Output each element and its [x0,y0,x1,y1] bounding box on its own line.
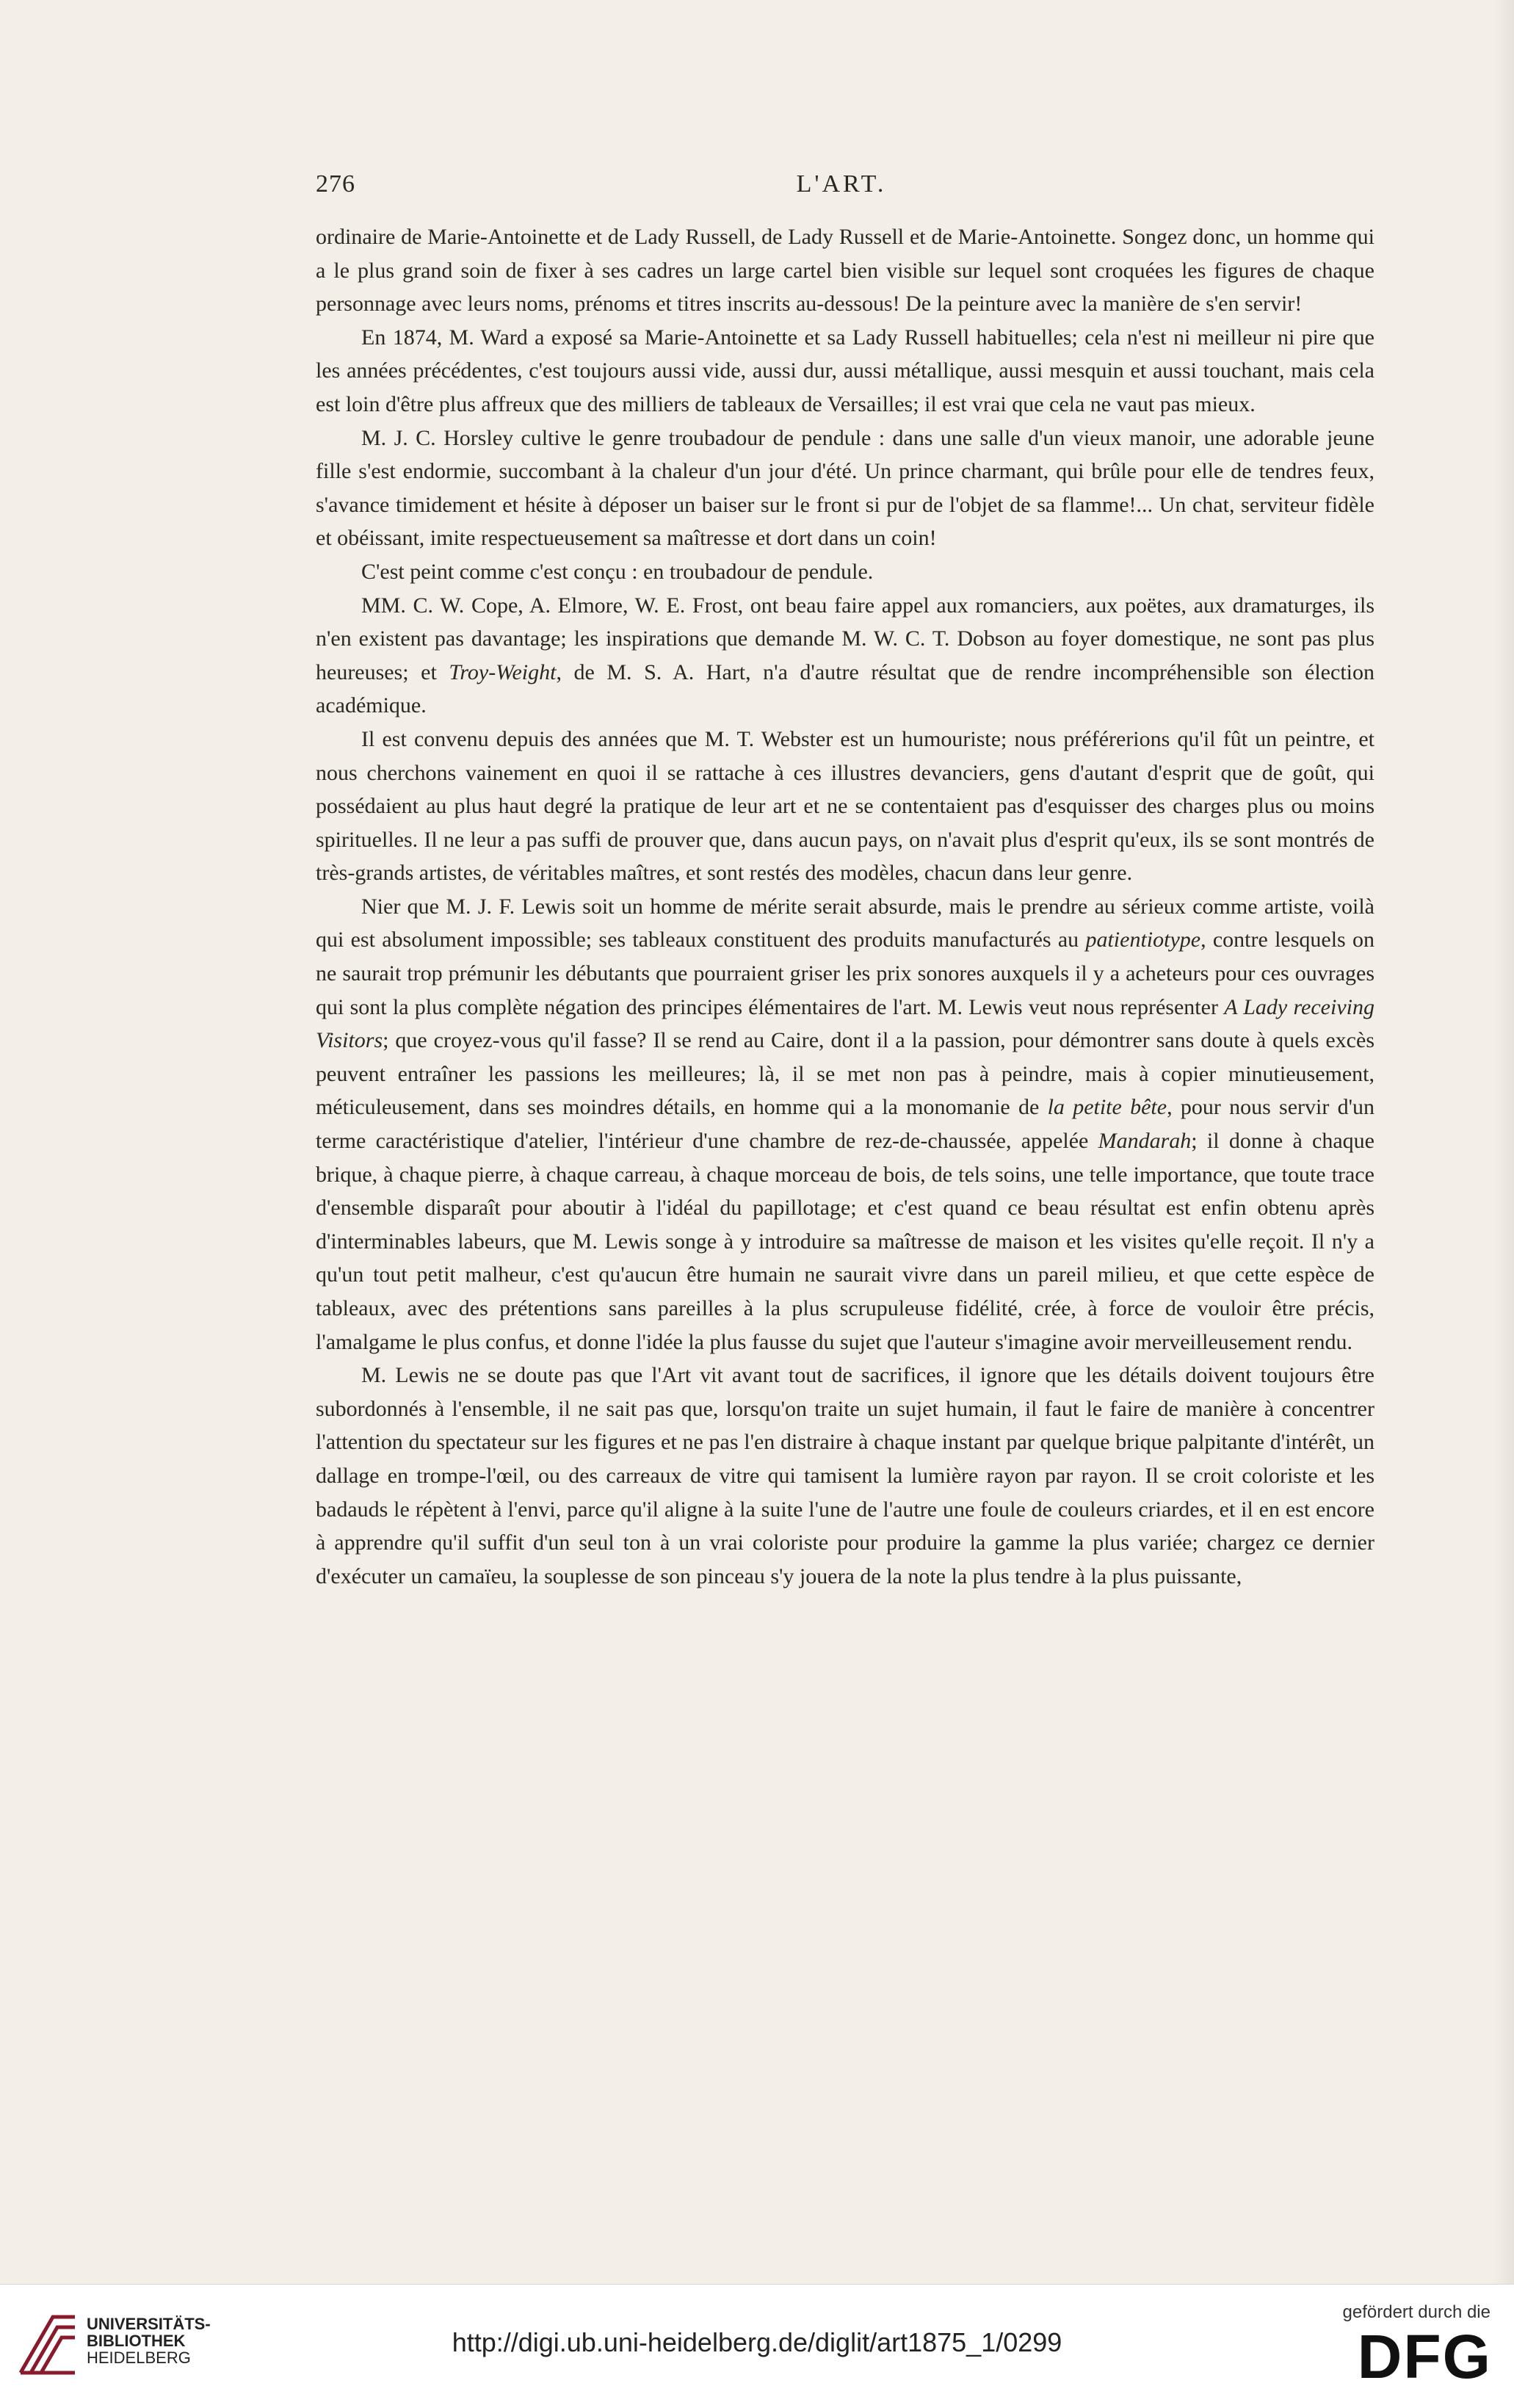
footer-bar [0,2284,1514,2408]
text-run: , pour nous servir d'un terme caractéristique d'atelier, l'intérieur d'une chambre de rez-de-chaussée, appelée [316,1095,1374,1154]
artwork-title: A Lady receiving Visitors [316,994,1374,1053]
text-run: , contre lesquels on ne saurait trop prémunir les débutants que pourraient griser les prix sonores auxquels il y a acheteurs pour ces ouvrages qui sont la plus complète négation des principes élémentaires de l'art. M. Lewis veut nous représenter [316,928,1374,1019]
library-name-line1: UNIVERSITÄTS- [87,2315,211,2333]
dfg-logo: DFG [1357,2322,1492,2391]
paragraph-5 [316,589,1374,723]
paragraph-8: M. Lewis ne se doute pas que l'Art vit avant tout de sacrifices, il ignore que les détails doivent toujours être subordonnés à l'ensemble, il ne sait pas que, lorsqu'on traite un sujet humain, il faut le faire de manière à concentrer l'attention du spectateur sur les figures et ne pas l'en distraire à chaque instant par quelque brique palpitante d'intérêt, un dallage en trompe-l'œil, ou des carreaux de vitre qui tamisent la lumière rayon par rayon. Il se croit coloriste et les badauds le répètent à l'envi, parce qu'il aligne à la suite l'une de l'autre une foule de couleurs criardes, et il en est encore à apprendre qu'il suffit d'un seul ton à un vrai coloriste pour produire la gamme la plus variée; chargez ce dernier d'exécuter un camaïeu, la souplesse de son pinceau s'y jouera de la note la plus tendre à la plus puissante, [316,1363,1374,1588]
text-run: Nier que M. J. F. Lewis soit un homme de mérite serait absurde, mais le prendre au sérieux comme artiste, voilà qui est absolument impossible; ses tableaux constituent des produits manufacturés au [316,894,1374,952]
page-number: 276 [316,170,355,198]
text-run: , de M. S. A. Hart, n'a d'autre résultat que de rendre incompréhensible son élection académique. [316,659,1374,718]
text-run: ; il donne à chaque brique, à chaque pierre, à chaque carreau, à chaque morceau de bois, de tels soins, une telle importance, que toute trace d'ensemble disparaît pour aboutir à l'idéal du papillotage; et c'est quand ce beau résultat est enfin obtenu après d'interminables labeurs, que M. Lewis songe à y introduire sa maîtresse de maison et les visites qu'elle reçoit. Il n'y a qu'un tout petit malheur, c'est qu'aucun être humain ne saurait vivre dans un pareil milieu, et que cette espèce de tableaux, avec des prétentions sans pareilles à la plus scrupuleuse fidélité, crée, à force de vouloir être précis, l'amalgame le plus confus, et donne l'idée la plus fausse du sujet que l'auteur s'imagine avoir merveilleusement rendu. [316,1129,1374,1354]
running-title: L'ART. [796,170,887,198]
text-run: MM. C. W. Cope, A. Elmore, W. E. Frost, ont beau faire appel aux romanciers, aux poëtes, aux dramaturges, ils n'en existent pas davantage; les inspirations que demande M. W. C. T. Dobson au foyer domestique, ne sont pas plus heureuses; et [316,593,1374,684]
paragraph-1: ordinaire de Marie-Antoinette et de Lady Russell, de Lady Russell et de Marie-Antoinette. Songez donc, un homme qui a le plus grand soin de fixer à ses cadres un large cartel bien visible sur lequel sont croquées les figures de chaque personnage avec leurs noms, prénoms et titres inscrits au-dessous! De la peinture avec la manière de s'en servir! [316,225,1374,317]
paragraph-6: Il est convenu depuis des années que M. T. Webster est un humouriste; nous préférerions qu'il fût un peintre, et nous cherchons vainement en quoi il se rattache à ces illustres devanciers, gens d'autant d'esprit que de goût, qui possédaient au plus haut degré la pratique de leur art et ne se contentaient pas d'esquisser des charges plus ou moins spirituelles. Il ne leur a pas suffi de prouver que, dans aucun pays, on n'avait plus d'esprit qu'eux, ils se sont montrés de très-grands artistes, de véritables maîtres, et sont restés des modèles, chacun dans leur genre. [316,726,1374,886]
italic-term: la petite bête [1047,1095,1167,1120]
paragraph-7 [316,890,1374,1359]
funding-caption: gefördert durch die [1342,2302,1491,2322]
page-header [316,170,1367,211]
italic-term: Mandarah [1098,1129,1192,1154]
permalink-url[interactable]: http://digi.ub.uni-heidelberg.de/diglit/art1875_1/0299 [452,2327,1062,2357]
text-run: ; que croyez-vous qu'il fasse? Il se rend au Caire, dont il a la passion, pour démontrer sans doute à quels excès peuvent entraîner les passions les meilleures; là, il se met non pas à peindre, mais à copier minutieusement, méticuleusement, dans ses moindres détails, en homme qui a la monomanie de [316,1028,1374,1120]
library-name-line3: HEIDELBERG [87,2349,191,2367]
artwork-title: Troy-Weight [449,659,557,684]
article-body [316,220,1374,1593]
paragraph-2: En 1874, M. Ward a exposé sa Marie-Antoinette et sa Lady Russell habituelles; cela n'est ni meilleur ni pire que les années précédentes, c'est toujours aussi vide, aussi dur, aussi métallique, aussi mesquin et aussi touchant, mais cela est loin d'être plus affreux que des milliers de tableaux de Versailles; il est vrai que cela ne vaut pas mieux. [316,325,1374,416]
italic-term: patientiotype [1085,928,1201,952]
paragraph-4: C'est peint comme c'est conçu : en troubadour de pendule. [361,559,874,584]
paragraph-3: M. J. C. Horsley cultive le genre troubadour de pendule : dans une salle d'un vieux manoir, une adorable jeune fille s'est endormie, succombant à la chaleur d'un jour d'été. Un prince charmant, qui brûle pour elle de tendres feux, s'avance timidement et hésite à déposer un baiser sur le front si pur de l'objet de sa flamme!... Un chat, serviteur fidèle et obéissant, imite respectueusement sa maîtresse et dort dans un coin! [316,425,1374,551]
library-name-line2: BIBLIOTHEK [87,2332,186,2350]
